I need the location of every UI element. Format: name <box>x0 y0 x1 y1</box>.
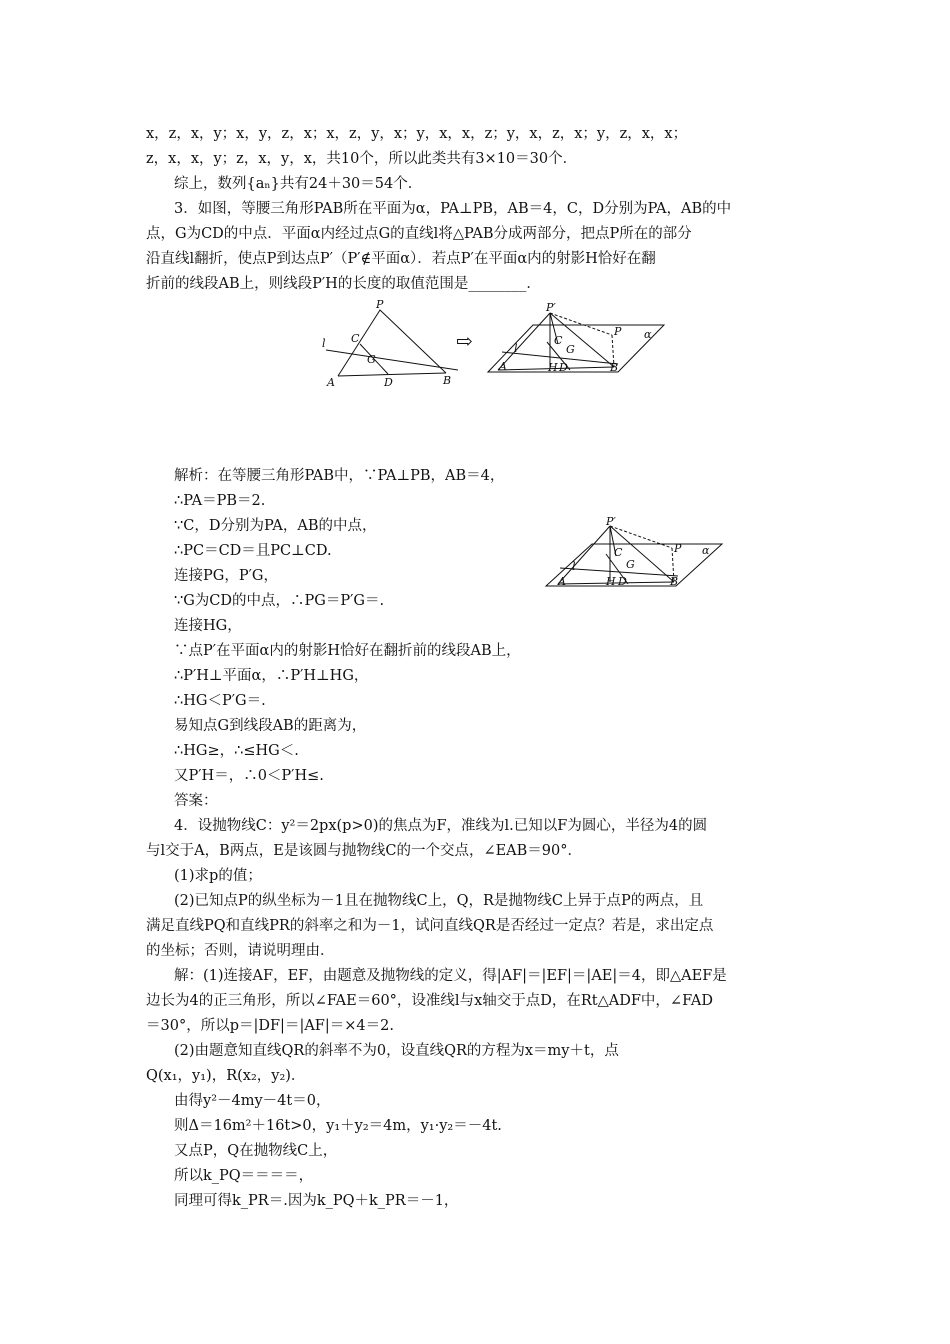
label-fold-Pprime: P′ <box>546 301 556 314</box>
text-line: 的坐标；否则，请说明理由． <box>146 943 335 959</box>
text-line: Q(x₁，y₁)，R(x₂，y₂)． <box>146 1068 306 1084</box>
label-fig2-Pprime: P′ <box>606 516 616 528</box>
figure-folded-solution <box>544 516 724 590</box>
label-fold-C: C <box>554 334 563 347</box>
text-line: 点，G为CD的中点．平面α内经过点G的直线l将△PAB分成两部分，把点P所在的部分 <box>146 226 692 242</box>
text-line: 沿直线l翻折，使点P到达点P′（P′∉平面α）．若点P′在平面α内的射影H恰好在翻 <box>146 251 656 267</box>
text-line: ∴HG＜P′G＝. <box>174 693 266 709</box>
text-line: x，z，x，y；x，y，z，x；x，z，y，x；y，x，x，z；y，x，z，x；y，z，x，x； <box>146 126 688 142</box>
label-fold-D: D <box>559 361 568 374</box>
label-fig2-G: G <box>626 558 635 571</box>
text-line: 连接PG，P′G， <box>174 568 278 584</box>
fold-arrow: ⇨ <box>456 329 473 353</box>
text-line: 综上，数列{aₙ}共有24＋30＝54个． <box>174 176 423 192</box>
text-line: (1)求p的值； <box>174 868 262 884</box>
label-fig2-B: B <box>670 575 679 588</box>
text-line: 4．设抛物线C：y²＝2px(p>0)的焦点为F，准线为l.已知以F为圆心，半径为4的圆 <box>174 818 708 834</box>
label-flat-C: C <box>351 332 360 345</box>
label-fold-P: P <box>614 325 622 338</box>
label-flat-P: P <box>376 300 384 311</box>
text-line: 解：(1)连接AF，EF，由题意及抛物线的定义，得|AF|＝|EF|＝|AE|＝4，即△AEF是 <box>174 968 727 984</box>
text-line: (2)由题意知直线QR的斜率不为0，设直线QR的方程为x＝my＋t，点 <box>174 1043 619 1059</box>
text-line: 答案： <box>174 793 218 809</box>
text-line: ∵G为CD的中点，∴PG＝P′G＝. <box>174 593 385 609</box>
label-flat-B: B <box>443 374 452 387</box>
label-fold-H: H <box>548 361 558 374</box>
text-line: ∵点P′在平面α内的射影H恰好在翻折前的线段AB上， <box>174 643 521 659</box>
text-line: z，x，x，y；z，x，y，x，共10个，所以此类共有3×10＝30个． <box>146 151 578 167</box>
text-line: 连接HG， <box>174 618 242 634</box>
text-line: 边长为4的正三角形，所以∠FAE＝60°，设准线l与x轴交于点D，在Rt△ADF中，∠FAD <box>146 993 713 1009</box>
text-line: ∴PC＝CD＝且PC⊥CD. <box>174 543 332 559</box>
label-fig2-P: P <box>674 542 682 555</box>
text-line: 易知点G到线段AB的距离为， <box>174 718 367 734</box>
text-line: 又点P，Q在抛物线C上， <box>174 1143 338 1159</box>
text-line: 满足直线PQ和直线PR的斜率之和为－1，试问直线QR是否经过一定点？若是，求出定点 <box>146 918 714 934</box>
text-line: ∴HG≥，∴≤HG＜. <box>174 743 299 759</box>
text-line: 则Δ＝16m²＋16t>0，y₁＋y₂＝4m，y₁·y₂＝－4t. <box>174 1118 502 1134</box>
text-line: ＝30°，所以p＝|DF|＝|AF|＝×4＝2. <box>146 1018 394 1034</box>
label-fig2-alpha: α <box>702 544 710 557</box>
figure-triangle-fold <box>318 300 668 390</box>
label-flat-l: l <box>322 337 326 350</box>
text-line: ∴PA＝PB＝2. <box>174 493 266 509</box>
label-fold-l: l <box>514 342 518 355</box>
text-line: ∴P′H⊥平面α，∴P′H⊥HG， <box>174 668 369 684</box>
label-fig2-C: C <box>614 546 623 559</box>
label-fig2-l: l <box>572 560 576 573</box>
text-line: 折前的线段AB上，则线段P′H的长度的取值范围是________． <box>146 276 541 292</box>
label-fold-A: A <box>499 360 507 373</box>
label-fold-B: B <box>610 361 619 374</box>
label-fig2-A: A <box>558 575 566 588</box>
label-flat-G: G <box>367 353 376 366</box>
text-line: 解析：在等腰三角形PAB中，∵PA⊥PB，AB＝4， <box>174 468 505 484</box>
label-flat-D: D <box>384 376 393 389</box>
text-line: 所以k_PQ＝＝＝＝， <box>174 1168 314 1184</box>
label-fig2-H: H <box>606 575 616 588</box>
text-line: 又P′H＝，∴0＜P′H≤. <box>174 768 324 784</box>
text-line: 3．如图，等腰三角形PAB所在平面为α，PA⊥PB，AB＝4，C，D分别为PA，AB的中 <box>174 201 732 217</box>
text-line: 同理可得k_PR＝.因为k_PQ＋k_PR＝－1， <box>174 1193 459 1209</box>
flat-triangle <box>326 310 458 376</box>
text-line: ∵C，D分别为PA，AB的中点， <box>174 518 377 534</box>
text-line: 与l交于A，B两点，E是该圆与抛物线C的一个交点，∠EAB＝90°． <box>146 843 583 859</box>
label-fold-G: G <box>566 343 575 356</box>
text-line: (2)已知点P的纵坐标为－1且在抛物线C上，Q，R是抛物线C上异于点P的两点，且 <box>174 893 704 909</box>
text-line: 由得y²－4my－4t＝0， <box>174 1093 331 1109</box>
label-flat-A: A <box>327 376 335 389</box>
label-fold-alpha: α <box>644 328 652 341</box>
label-fig2-D: D <box>618 575 627 588</box>
